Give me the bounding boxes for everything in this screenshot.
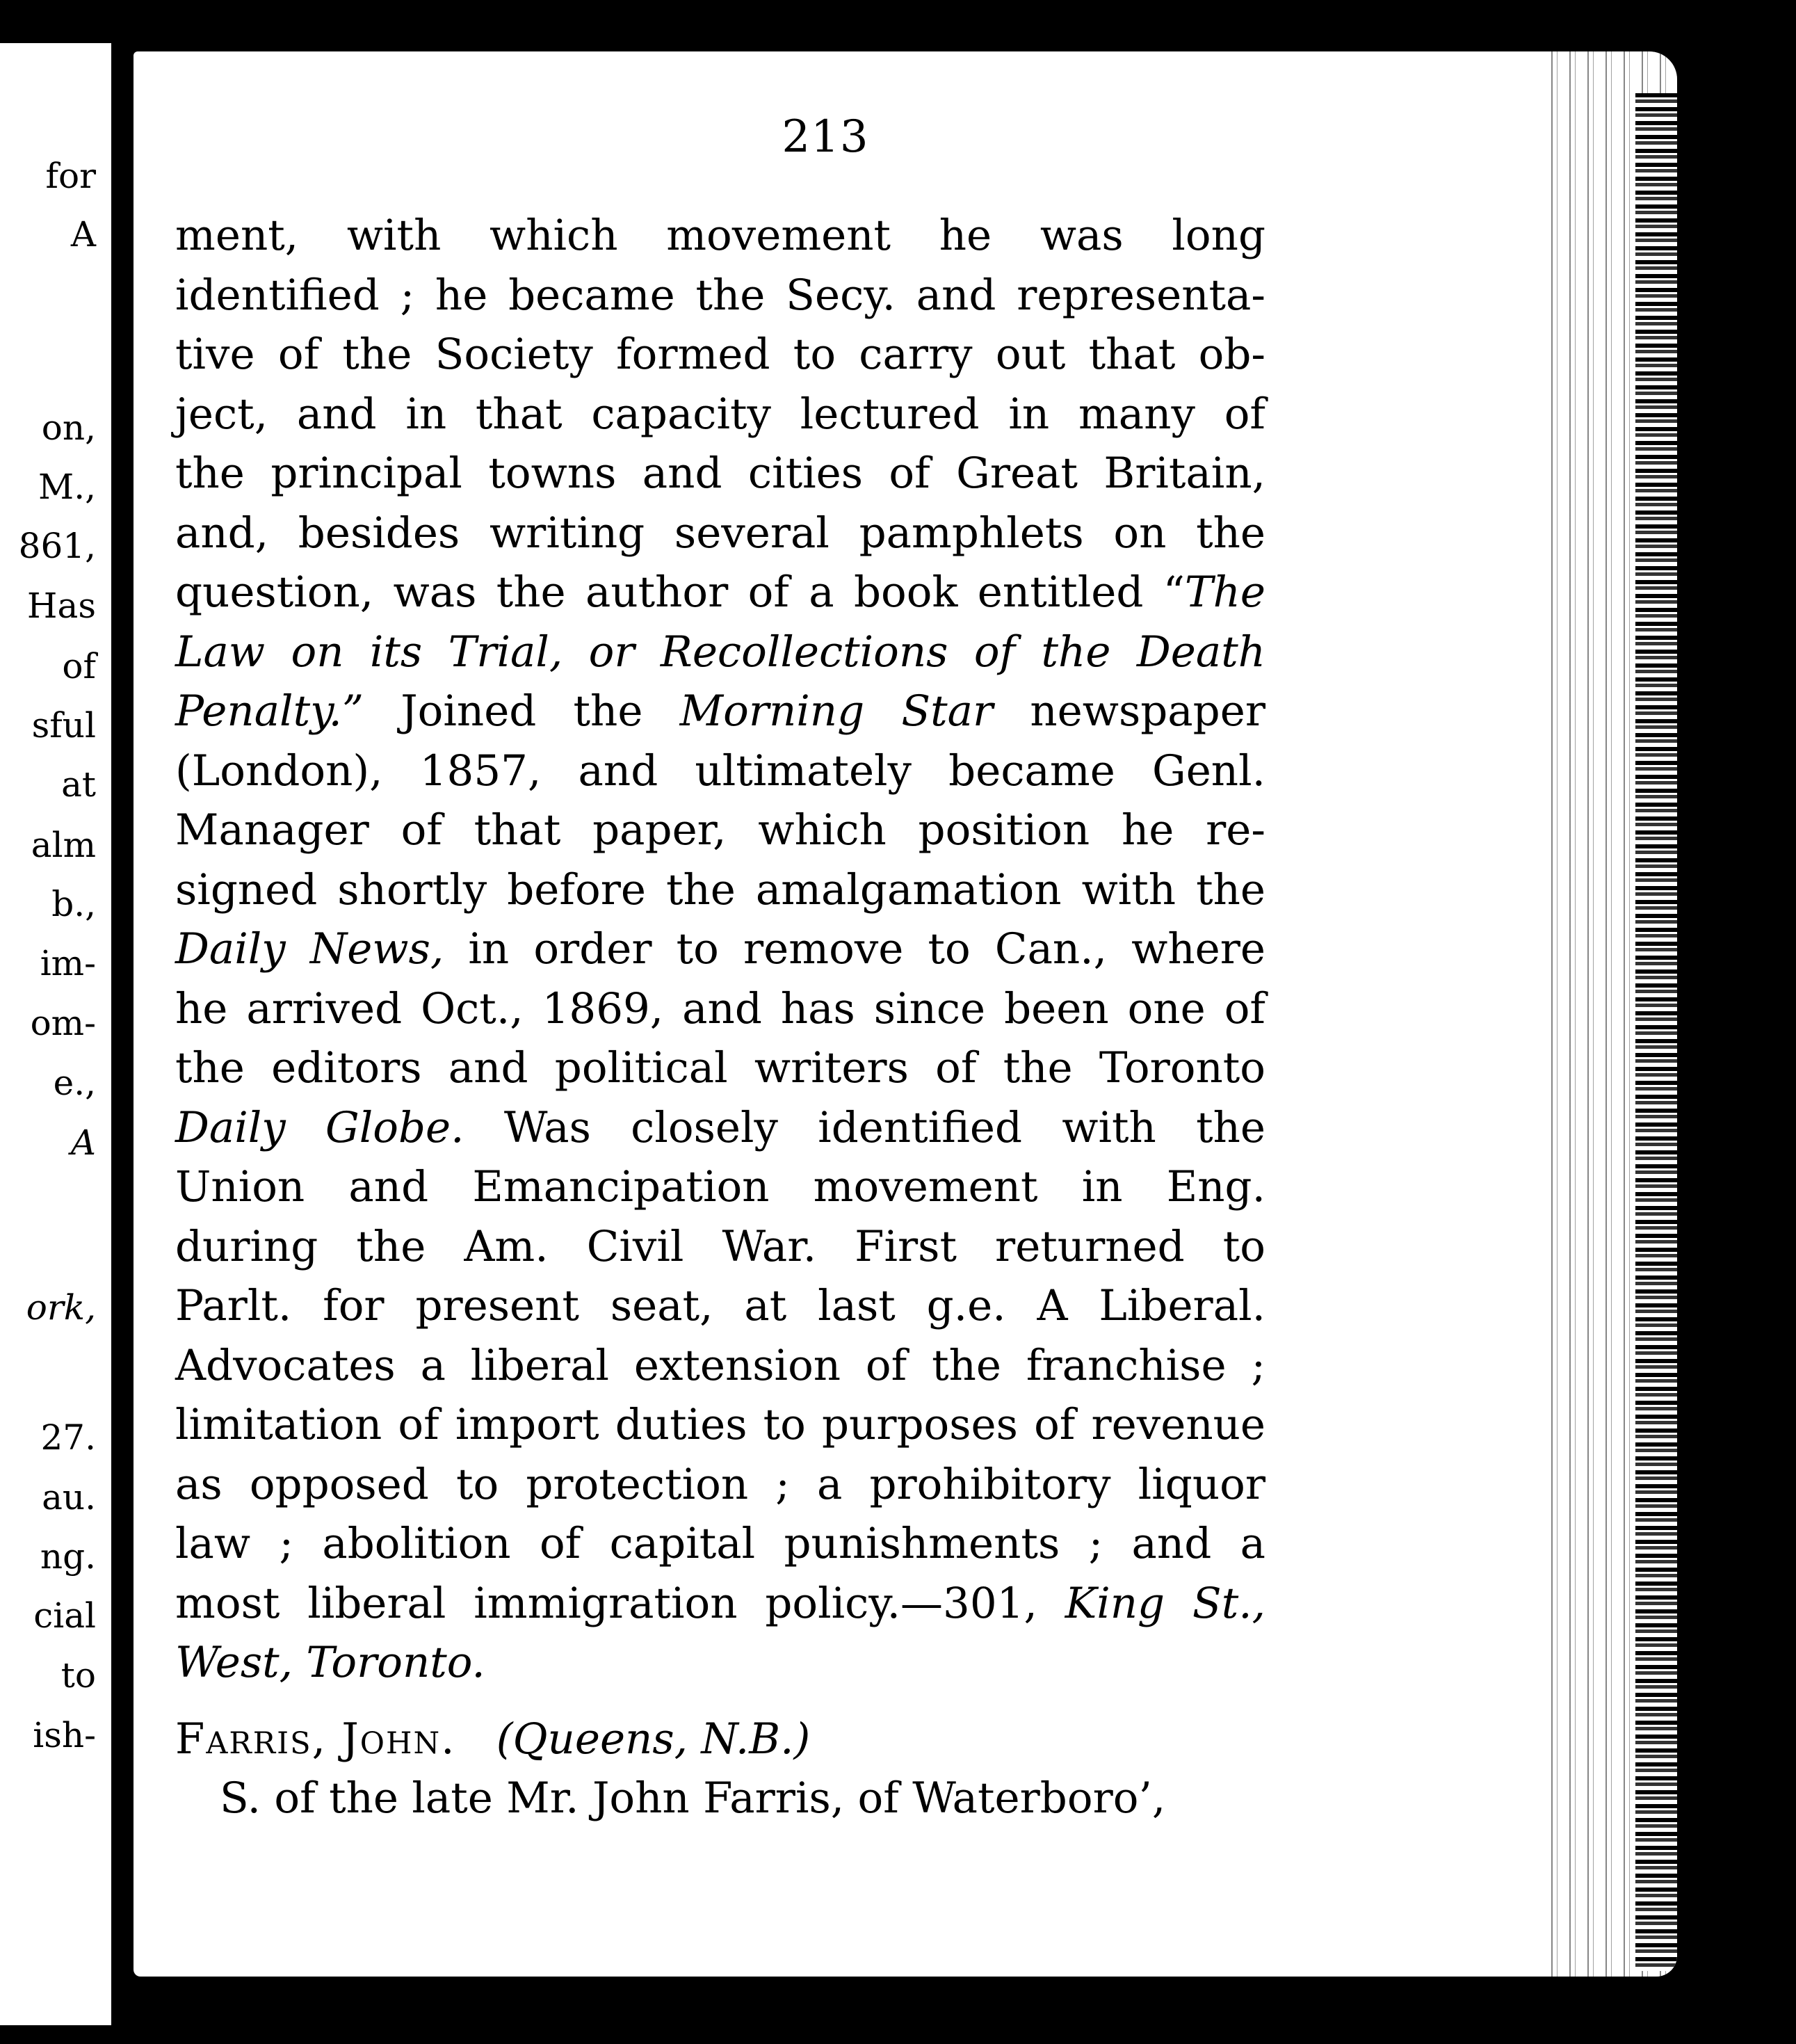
text-line: West, Toronto. <box>175 1638 485 1687</box>
text-line: Daily News, in order to remove to Can., where <box>175 924 1265 974</box>
left-page-fragment: au. <box>42 1477 96 1518</box>
text-line: Advocates a liberal extension of the franchise ; <box>175 1340 1265 1390</box>
left-page-fragment: ish- <box>33 1715 96 1755</box>
left-page-fragment: ng. <box>40 1536 96 1577</box>
left-page-fragment: om- <box>30 1003 96 1043</box>
left-page-fragment: M., <box>38 467 96 507</box>
text-line: during the Am. Civil War. First returned to <box>175 1221 1265 1271</box>
left-page-fragment: of <box>62 646 96 686</box>
text-line: tive of the Society formed to carry out that ob- <box>175 330 1265 379</box>
text-line: Law on its Trial, or Recollections of the Death <box>175 627 1265 677</box>
left-page-fragment: 861, <box>18 526 96 566</box>
text-line: he arrived Oct., 1869, and has since been one of <box>175 983 1265 1033</box>
left-page-fragment: at <box>61 764 96 805</box>
page-number: 213 <box>782 111 869 163</box>
entry-heading <box>175 1709 1265 1769</box>
text-line: signed shortly before the amalgamation with the <box>175 864 1265 915</box>
entry-name: Farris, John. <box>175 1714 456 1764</box>
left-page-fragment: A <box>70 1122 96 1163</box>
text-line: S. of the late Mr. John Farris, of Waterboro’, <box>220 1773 1166 1823</box>
text-line: ment, with which movement he was long <box>175 211 1265 260</box>
book-page <box>134 51 1677 1977</box>
left-page-fragment: cial <box>33 1595 96 1636</box>
left-page-fragment: sful <box>31 705 96 746</box>
text-line: (London), 1857, and ultimately became Genl. <box>175 746 1265 796</box>
body-text <box>175 206 1265 1828</box>
entry-constituency: (Queens, N.B.) <box>496 1714 811 1764</box>
text-line: Union and Emancipation movement in Eng. <box>175 1162 1265 1212</box>
left-page-fragment: to <box>60 1655 96 1696</box>
left-page-fragment: e., <box>53 1063 96 1103</box>
text-line: as opposed to protection ; a prohibitory liquor <box>175 1459 1265 1509</box>
text-line: Manager of that paper, which position he re- <box>175 805 1265 855</box>
text-line: and, besides writing several pamphlets on the <box>175 508 1265 558</box>
text-line: identified ; he became the Secy. and representa- <box>175 270 1265 320</box>
text-line: ject, and in that capacity lectured in many of <box>175 389 1265 439</box>
left-page-fragment: for <box>45 156 96 196</box>
text-line: Penalty.” Joined the Morning Star newspaper <box>175 686 1265 736</box>
left-page-fragment: 27. <box>40 1417 96 1458</box>
left-page-fragment: A <box>70 214 96 255</box>
text-line: limitation of import duties to purposes of revenue <box>175 1400 1265 1449</box>
left-page-fragment: Has <box>26 586 96 626</box>
left-facing-page <box>0 43 111 2025</box>
text-line: the editors and political writers of the Toronto <box>175 1043 1265 1093</box>
left-page-fragment: b., <box>51 884 96 924</box>
text-line: law ; abolition of capital punishments ; and a <box>175 1519 1265 1568</box>
left-page-fragment: ork, <box>26 1287 96 1328</box>
left-page-fragment: im- <box>40 943 96 983</box>
left-page-fragment: alm <box>31 825 96 865</box>
text-line: Daily Globe. Was closely identified with the <box>175 1102 1266 1152</box>
text-line: question, was the author of a book entitled “The <box>175 568 1265 617</box>
left-page-fragment: on, <box>41 408 96 448</box>
text-line: Parlt. for present seat, at last g.e. A Liberal. <box>175 1281 1265 1330</box>
text-line: the principal towns and cities of Great Britain, <box>175 449 1265 498</box>
text-line: most liberal immigration policy.—301, King St., <box>175 1578 1265 1628</box>
page-edge-shadow <box>1635 93 1677 1971</box>
